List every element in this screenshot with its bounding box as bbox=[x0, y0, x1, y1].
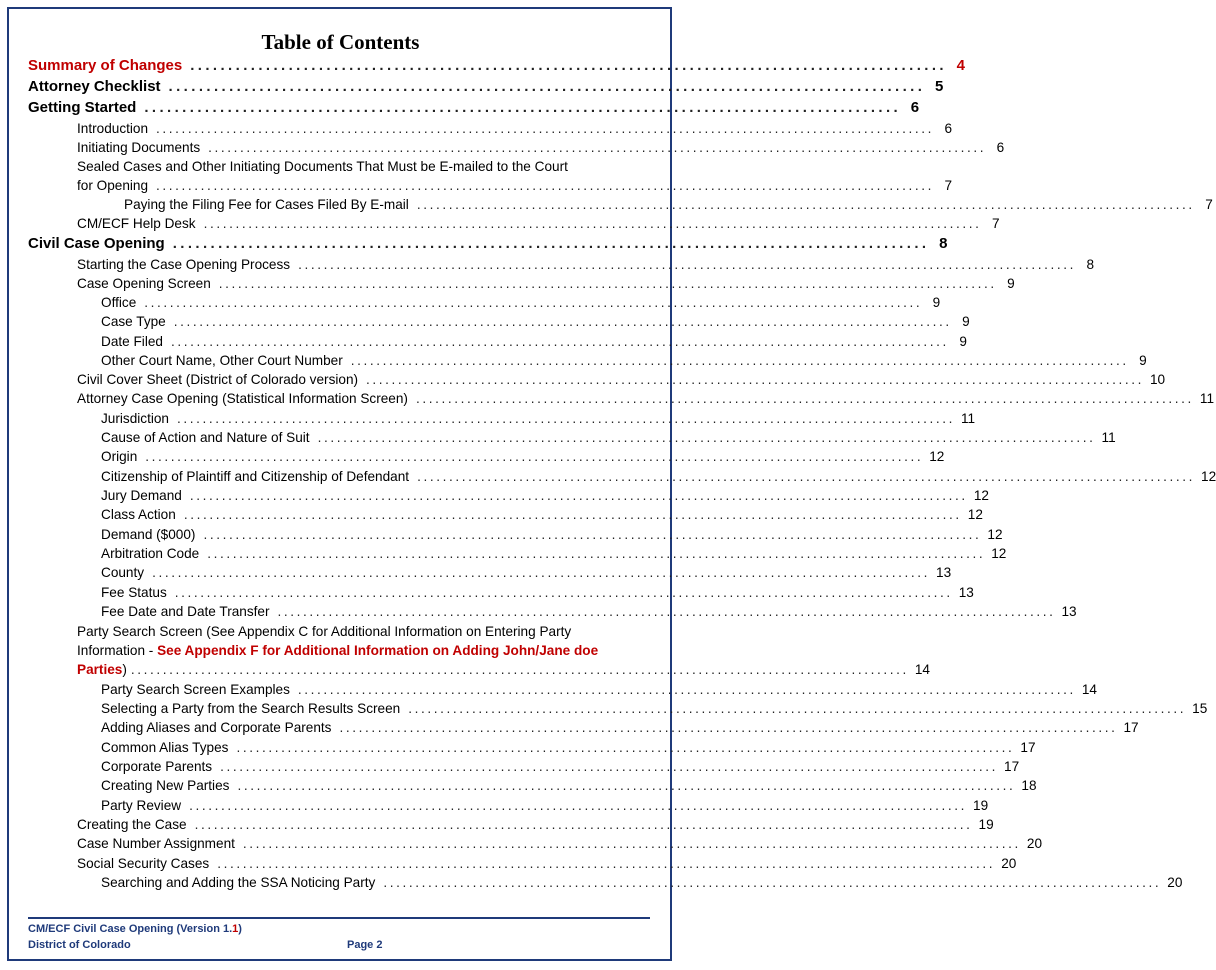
toc-page-number: 17 bbox=[1020, 740, 1036, 755]
toc-page-number: 11 bbox=[1101, 430, 1116, 445]
dot-leader: .......................................................................................................................... bbox=[183, 507, 962, 522]
toc-page-number: 14 bbox=[914, 662, 930, 677]
toc-page-number: 12 bbox=[973, 488, 989, 503]
toc-entry-fee-date[interactable]: Fee Date and Date Transfer .......................................................................................................................... 13 bbox=[101, 604, 1077, 619]
toc-entry-party-search-examples[interactable]: Party Search Screen Examples .......................................................................................................................... 14 bbox=[101, 682, 1097, 697]
dot-leader: .......................................................................................................................... bbox=[156, 121, 935, 136]
dot-leader: .......................................................................................................................... bbox=[242, 836, 1021, 851]
dot-leader: .......................................................................................................................... bbox=[297, 682, 1076, 697]
dot-leader: .......................................................................................................................... bbox=[156, 178, 935, 193]
toc-entry-common-alias-types[interactable]: Common Alias Types .......................................................................................................................... 17 bbox=[101, 740, 1036, 755]
dot-leader: .......................................................................................................................... bbox=[383, 875, 1162, 890]
toc-entry-adding-aliases[interactable]: Adding Aliases and Corporate Parents .......................................................................................................................... 17 bbox=[101, 720, 1139, 735]
toc-entry-social-security-cases[interactable]: Social Security Cases .......................................................................................................................... 20 bbox=[77, 856, 1017, 871]
dot-leader: .......................................................................................................................... bbox=[203, 216, 982, 231]
dot-leader: .......................................................................................................................... bbox=[298, 257, 1077, 272]
dot-leader: .......................................................................................................................... bbox=[174, 585, 953, 600]
toc-entry-help-desk[interactable]: CM/ECF Help Desk .......................................................................................................................... 7 bbox=[77, 216, 1000, 231]
dot-leader: .................................................................................................... bbox=[144, 99, 902, 116]
toc-entry-class-action[interactable]: Class Action .......................................................................................................................... 12 bbox=[101, 507, 983, 522]
dot-leader: .................................................................................................... bbox=[172, 235, 930, 252]
toc-page-number: 17 bbox=[1004, 759, 1020, 774]
footer-doc-title: CM/ECF Civil Case Opening (Version 1.1) bbox=[28, 923, 242, 935]
toc-page-number: 18 bbox=[1021, 778, 1037, 793]
toc-page-number: 13 bbox=[1061, 604, 1077, 619]
toc-entry-party-search-line1[interactable]: Party Search Screen (See Appendix C for Additional Information on Entering Party bbox=[77, 624, 572, 639]
toc-entry-demand[interactable]: Demand ($000) .......................................................................................................................... 12 bbox=[101, 527, 1003, 542]
toc-page-number: 4 bbox=[956, 57, 965, 74]
toc-entry-creating-the-case[interactable]: Creating the Case .......................................................................................................................... 19 bbox=[77, 817, 994, 832]
toc-page-number: 13 bbox=[936, 565, 952, 580]
toc-page-number: 11 bbox=[1199, 391, 1215, 406]
toc-page-number: 6 bbox=[910, 99, 920, 116]
toc-page-number: 20 bbox=[1167, 875, 1183, 890]
toc-page-number: 12 bbox=[929, 449, 945, 464]
dot-leader: .......................................................................................................................... bbox=[417, 469, 1196, 484]
dot-leader: .......................................................................................................................... bbox=[218, 276, 997, 291]
toc-entry-origin[interactable]: Origin .......................................................................................................................... 12 bbox=[101, 449, 945, 464]
toc-entry-civil-cover-sheet[interactable]: Civil Cover Sheet (District of Colorado version) .......................................................................................................................... 10 bbox=[77, 372, 1166, 387]
dot-leader: .......................................................................................................................... bbox=[350, 353, 1129, 368]
toc-entry-case-opening-screen[interactable]: Case Opening Screen .......................................................................................................................... 9 bbox=[77, 276, 1015, 291]
toc-page-number: 12 bbox=[991, 546, 1007, 561]
toc-entry-attorney-checklist[interactable]: Attorney Checklist .................................................................................................... 5 bbox=[28, 78, 944, 95]
toc-page-number: 10 bbox=[1150, 372, 1166, 387]
dot-leader: .......................................................................................................................... bbox=[177, 411, 955, 426]
footer-district: District of Colorado bbox=[28, 939, 131, 951]
dot-leader: .......................................................................................................................... bbox=[203, 527, 982, 542]
footer-divider bbox=[28, 917, 650, 919]
toc-entry-citizenship[interactable]: Citizenship of Plaintiff and Citizenship of Defendant .......................................................................................................................... 12 bbox=[101, 469, 1216, 484]
toc-page-number: 19 bbox=[973, 798, 989, 813]
dot-leader: .......................................................................................................................... bbox=[277, 604, 1056, 619]
dot-leader: .......................................................................................................................... bbox=[366, 372, 1144, 387]
toc-page-number: 8 bbox=[1086, 257, 1095, 272]
toc-entry-date-filed[interactable]: Date Filed .......................................................................................................................... 9 bbox=[101, 334, 967, 349]
toc-page-number: 9 bbox=[1139, 353, 1147, 368]
toc-entry-paying-filing-fee[interactable]: Paying the Filing Fee for Cases Filed By E-mail .......................................................................................................................... 7 bbox=[124, 197, 1213, 212]
toc-page-number: 9 bbox=[1007, 276, 1015, 291]
toc-page-number: 20 bbox=[1001, 856, 1017, 871]
toc-entry-fee-status[interactable]: Fee Status .......................................................................................................................... 13 bbox=[101, 585, 974, 600]
toc-entry-corporate-parents[interactable]: Corporate Parents .......................................................................................................................... 17 bbox=[101, 759, 1020, 774]
toc-entry-selecting-party[interactable]: Selecting a Party from the Search Results Screen .......................................................................................................................... 15 bbox=[101, 701, 1208, 716]
toc-entry-attorney-case-opening[interactable]: Attorney Case Opening (Statistical Information Screen) .......................................................................................................................... 11 bbox=[77, 391, 1215, 406]
toc-page-number: 14 bbox=[1081, 682, 1097, 697]
toc-entry-party-search[interactable]: Parties) .......................................................................................................................... 14 bbox=[77, 662, 930, 677]
toc-page-number: 12 bbox=[967, 507, 983, 522]
toc-page-number: 15 bbox=[1192, 701, 1208, 716]
toc-page-number: 9 bbox=[962, 314, 970, 329]
dot-leader: .......................................................................................................................... bbox=[220, 759, 999, 774]
dot-leader: .......................................................................................................................... bbox=[173, 314, 952, 329]
toc-entry-arbitration-code[interactable]: Arbitration Code .......................................................................................................................... 12 bbox=[101, 546, 1007, 561]
toc-page-number: 7 bbox=[992, 216, 1000, 231]
toc-entry-other-court[interactable]: Other Court Name, Other Court Number .......................................................................................................................... 9 bbox=[101, 353, 1147, 368]
dot-leader: .......................................................................................................................... bbox=[208, 140, 987, 155]
footer-page-number: Page 2 bbox=[347, 939, 383, 951]
dot-leader: .......................................................................................................................... bbox=[339, 720, 1118, 735]
toc-page-number: 12 bbox=[1201, 469, 1216, 484]
dot-leader: .......................................................................................................................... bbox=[408, 701, 1187, 716]
appendix-f-note: See Appendix F for Additional Information on Adding John/Jane doe bbox=[157, 643, 599, 658]
toc-page-number: 5 bbox=[934, 78, 944, 95]
toc-entry-introduction[interactable]: Introduction .......................................................................................................................... 6 bbox=[77, 121, 953, 136]
toc-entry-party-review[interactable]: Party Review .......................................................................................................................... 19 bbox=[101, 798, 989, 813]
dot-leader: .......................................................................................................................... bbox=[236, 740, 1015, 755]
toc-page-number: 13 bbox=[958, 585, 974, 600]
toc-page-number: 7 bbox=[1205, 197, 1213, 212]
toc-page-number: 9 bbox=[932, 295, 941, 310]
toc-entry-case-number-assignment[interactable]: Case Number Assignment .......................................................................................................................... 20 bbox=[77, 836, 1043, 851]
toc-entry-county[interactable]: County .......................................................................................................................... 13 bbox=[101, 565, 952, 580]
toc-entry-office[interactable]: Office .......................................................................................................................... 9 bbox=[101, 295, 941, 310]
toc-entry-jurisdiction[interactable]: Jurisdiction .......................................................................................................................... 11 bbox=[101, 411, 976, 426]
toc-page-number: 8 bbox=[939, 235, 948, 252]
toc-page-number: 19 bbox=[978, 817, 994, 832]
dot-leader: .......................................................................................................................... bbox=[189, 488, 968, 503]
dot-leader: .......................................................................................................................... bbox=[237, 778, 1016, 793]
dot-leader: .......................................................................................................................... bbox=[170, 334, 949, 349]
toc-entry-sealed-cases[interactable]: for Opening .......................................................................................................................... 7 bbox=[77, 178, 953, 193]
dot-leader: .......................................................................................................................... bbox=[130, 662, 909, 677]
toc-page-number: 6 bbox=[996, 140, 1005, 155]
toc-entry-case-type[interactable]: Case Type .......................................................................................................................... 9 bbox=[101, 314, 970, 329]
toc-entry-starting-process[interactable]: Starting the Case Opening Process .......................................................................................................................... 8 bbox=[77, 257, 1095, 272]
dot-leader: .......................................................................................................................... bbox=[217, 856, 996, 871]
toc-entry-jury-demand[interactable]: Jury Demand .......................................................................................................................... 12 bbox=[101, 488, 989, 503]
dot-leader: .................................................................................................... bbox=[168, 78, 926, 95]
toc-page-number: 20 bbox=[1026, 836, 1043, 851]
dot-leader: .......................................................................................................................... bbox=[145, 449, 924, 464]
toc-entry-ssa-noticing-party[interactable]: Searching and Adding the SSA Noticing Party .......................................................................................................................... 20 bbox=[101, 875, 1183, 890]
dot-leader: .................................................................................................... bbox=[190, 57, 947, 74]
dot-leader: .......................................................................................................................... bbox=[207, 546, 986, 561]
toc-entry-civil-case-opening[interactable]: Civil Case Opening .................................................................................................... 8 bbox=[28, 235, 948, 252]
dot-leader: .......................................................................................................................... bbox=[189, 798, 968, 813]
toc-entry-sealed-cases-line1[interactable]: Sealed Cases and Other Initiating Documents That Must be E-mailed to the Court bbox=[77, 159, 568, 174]
dot-leader: .......................................................................................................................... bbox=[415, 391, 1194, 406]
toc-entry-cause-of-action[interactable]: Cause of Action and Nature of Suit .......................................................................................................................... 11 bbox=[101, 430, 1116, 445]
toc-entry-initiating-documents[interactable]: Initiating Documents .......................................................................................................................... 6 bbox=[77, 140, 1005, 155]
dot-leader: .......................................................................................................................... bbox=[194, 817, 973, 832]
page-title: Table of Contents bbox=[261, 30, 420, 54]
toc-page-number: 7 bbox=[944, 178, 953, 193]
toc-entry-summary-of-changes[interactable]: Summary of Changes .................................................................................................... 4 bbox=[28, 57, 965, 74]
toc-page-number: 9 bbox=[959, 334, 967, 349]
toc-entry-getting-started[interactable]: Getting Started .................................................................................................... 6 bbox=[28, 99, 920, 116]
toc-page-number: 12 bbox=[987, 527, 1003, 542]
toc-entry-creating-new-parties[interactable]: Creating New Parties .......................................................................................................................... 18 bbox=[101, 778, 1037, 793]
toc-entry-party-search-line2[interactable]: Information - See Appendix F for Additional Information on Adding John/Jane doe bbox=[77, 643, 599, 658]
dot-leader: .......................................................................................................................... bbox=[144, 295, 923, 310]
dot-leader: .......................................................................................................................... bbox=[152, 565, 931, 580]
toc-page-number: 11 bbox=[960, 411, 976, 426]
dot-leader: .......................................................................................................................... bbox=[416, 197, 1195, 212]
toc-page-number: 6 bbox=[944, 121, 953, 136]
dot-leader: .......................................................................................................................... bbox=[317, 430, 1096, 445]
toc-page-number: 17 bbox=[1123, 720, 1139, 735]
